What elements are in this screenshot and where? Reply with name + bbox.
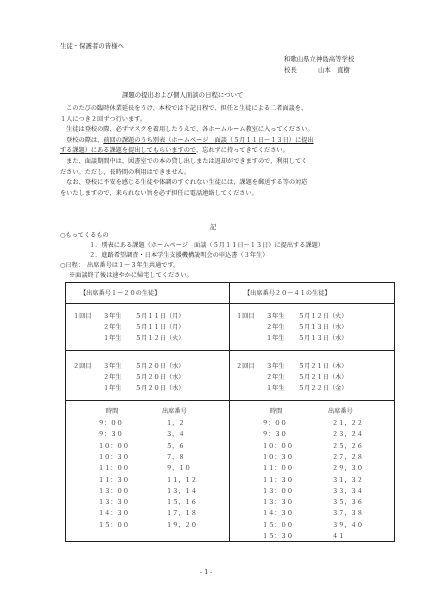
interview-date: ５月１３日（水）: [298, 335, 348, 342]
time-slot: １１：３０: [98, 476, 129, 484]
underlined-text: する課題）にある課題を提出してもらいますので: [60, 147, 196, 155]
round-label: ２回目: [73, 363, 92, 370]
time-slot: １５：００: [98, 521, 129, 529]
interview-date: ５月２０日（水）: [135, 374, 185, 381]
body-line: また、面談期間中は、図書室での本の貸し出しまたは返却ができますので、利用してく: [60, 157, 308, 165]
column-divider: [229, 283, 230, 541]
attendance-numbers: ２７，２８: [332, 453, 363, 461]
body-line: このたびの臨時休業延長をうけ、本校では下記日程で、担任と生徒による二者面談を、: [60, 105, 308, 112]
attendance-numbers: ３７，３８: [332, 510, 363, 518]
time-slot: １４：３０: [262, 510, 293, 518]
time-slot: １３：００: [262, 487, 293, 495]
interview-date: ５月２１日（木）: [298, 363, 348, 370]
time-slot: ９：３０: [98, 431, 123, 439]
attendance-numbers: ３５，３６: [332, 499, 363, 507]
time-header-right: 時間: [270, 408, 283, 415]
interview-date: ５月１３日（水）: [298, 324, 348, 331]
attendance-numbers: ２５，２６: [332, 442, 363, 450]
grade-label: ２年生: [103, 324, 122, 331]
time-slot: １１：３０: [262, 476, 293, 484]
row-divider: [66, 303, 394, 304]
underlined-text: 前回の課題のうち別表（ホームページ 面談（５月１１日～１３日）に提出: [103, 136, 314, 144]
bring-heading: ○もってくるもの: [60, 232, 109, 239]
body-text: [60, 104, 380, 199]
body-line: １人につき２回ずつ行います。: [60, 115, 147, 123]
attendance-numbers: ３１，３２: [332, 476, 363, 484]
attendance-numbers: １７，１８: [166, 510, 197, 518]
grade-label: １年生: [266, 335, 285, 342]
round-label: １回目: [73, 313, 92, 320]
grade-label: ３年生: [266, 313, 285, 320]
time-slot: １０：００: [98, 442, 129, 450]
time-slot: １３：００: [98, 487, 129, 495]
number-header-left: 出席番号: [162, 408, 187, 415]
note-line: ※面談終了後は速やかに帰宅してください。: [69, 272, 193, 279]
time-header-left: 時間: [106, 408, 119, 415]
right-column-header: 【出席番号２０～４１の生徒】: [244, 290, 331, 297]
interview-date: ５月２０日（水）: [135, 385, 185, 392]
grade-label: ３年生: [103, 363, 122, 370]
body-line: [60, 136, 380, 147]
attendance-numbers: １９，２０: [166, 521, 197, 529]
body-line: をいたしますので、来られない旨を必ず担任に電話連絡してください。: [60, 189, 258, 197]
attendance-numbers: ２９，３０: [332, 465, 363, 473]
time-slot: ９：００: [262, 420, 287, 427]
left-column-header: 【出席番号１～２０の生徒】: [80, 290, 161, 297]
body-line: 生徒は登校の際、必ずマスクを着用したうえで、各ホームルーム教室に入ってください。: [60, 126, 314, 134]
body-line: [60, 146, 380, 157]
attendance-numbers: ２１，２２: [332, 420, 363, 427]
interview-date: ５月１２日（火）: [298, 313, 348, 320]
attendance-numbers: ９，１０: [166, 465, 191, 473]
attendance-numbers: ５，６: [166, 442, 185, 450]
body-line-part: 登校の際は、: [60, 136, 104, 144]
attendance-numbers: ４１: [332, 533, 345, 540]
attendance-numbers: １１，１２: [166, 476, 197, 484]
schedule-table: [65, 282, 395, 542]
time-slot: １５：００: [262, 521, 293, 529]
time-slot: １０：３０: [262, 453, 293, 461]
page-number: - 1 -: [200, 568, 213, 576]
interview-date: ５月２２日（金）: [298, 385, 348, 392]
time-slot: １４：３０: [98, 510, 129, 518]
document-title: 課題の提出および個人面談の日程について: [122, 91, 244, 99]
attendance-numbers: ２３，２４: [332, 431, 363, 439]
school-name: 和歌山県立神島高等学校: [284, 55, 355, 63]
grade-label: ２年生: [266, 324, 285, 331]
grade-label: １年生: [103, 335, 122, 342]
principal-name: 山本 直樹: [318, 66, 350, 74]
time-slot: １１：００: [262, 465, 293, 473]
time-slot: １１：００: [98, 465, 129, 473]
round-label: １回目: [236, 313, 255, 320]
body-line: なお、登校に不安を感じる生徒や体調のすぐれない生徒には、課題を郵送する等の対応: [60, 179, 308, 187]
grade-label: １年生: [103, 385, 122, 392]
grade-label: ３年生: [266, 363, 285, 370]
principal-role: 校長: [284, 66, 297, 74]
body-line: ださい。ただし、長時間の利用はできません。: [60, 168, 191, 176]
interview-date: ５月１１日（月）: [135, 324, 185, 331]
time-slot: ９：００: [98, 420, 123, 427]
bring-item-1: １．別表にある課題（ホームページ 面談（５月１１日～１３日）に提出する課題）: [89, 242, 324, 249]
time-slot: １５：３０: [262, 533, 293, 540]
time-slot: ９：３０: [262, 431, 287, 439]
grade-label: １年生: [266, 385, 285, 392]
attendance-numbers: ３３，３４: [332, 487, 363, 495]
interview-date: ５月１２日（火）: [135, 335, 185, 342]
time-slot: １３：３０: [262, 499, 293, 507]
ki-marker: 記: [210, 223, 217, 231]
interview-date: ５月２１日（木）: [298, 374, 348, 381]
interview-date: ５月１１日（月）: [135, 313, 185, 320]
addressee: 生徒・保護者の皆様へ: [60, 42, 124, 50]
body-line-part: 、忘れずに持ってきてください。: [196, 147, 289, 155]
round-label: ２回目: [236, 363, 255, 370]
grade-label: ２年生: [266, 374, 285, 381]
attendance-numbers: １，２: [166, 420, 185, 427]
grade-label: ３年生: [103, 313, 122, 320]
attendance-numbers: １３，１４: [166, 487, 197, 495]
attendance-numbers: ７，８: [166, 453, 185, 461]
row-divider: [66, 400, 394, 401]
time-slot: １３：３０: [98, 499, 129, 507]
attendance-numbers: ３，４: [166, 431, 185, 439]
time-slot: １０：３０: [98, 453, 129, 461]
schedule-line: ○日程： 出席番号は１～３年生共通です。: [60, 262, 180, 269]
row-divider: [66, 350, 394, 351]
bring-item-2: ２．進路希望調査・日本学生支援機構説明会の申込書（３年生）: [89, 252, 269, 259]
time-slot: １０：００: [262, 442, 293, 450]
grade-label: ２年生: [103, 374, 122, 381]
interview-date: ５月２０日（水）: [135, 363, 185, 370]
number-header-right: 出席番号: [328, 408, 353, 415]
attendance-numbers: １５，１６: [166, 499, 197, 507]
attendance-numbers: ３９，４０: [332, 521, 363, 529]
